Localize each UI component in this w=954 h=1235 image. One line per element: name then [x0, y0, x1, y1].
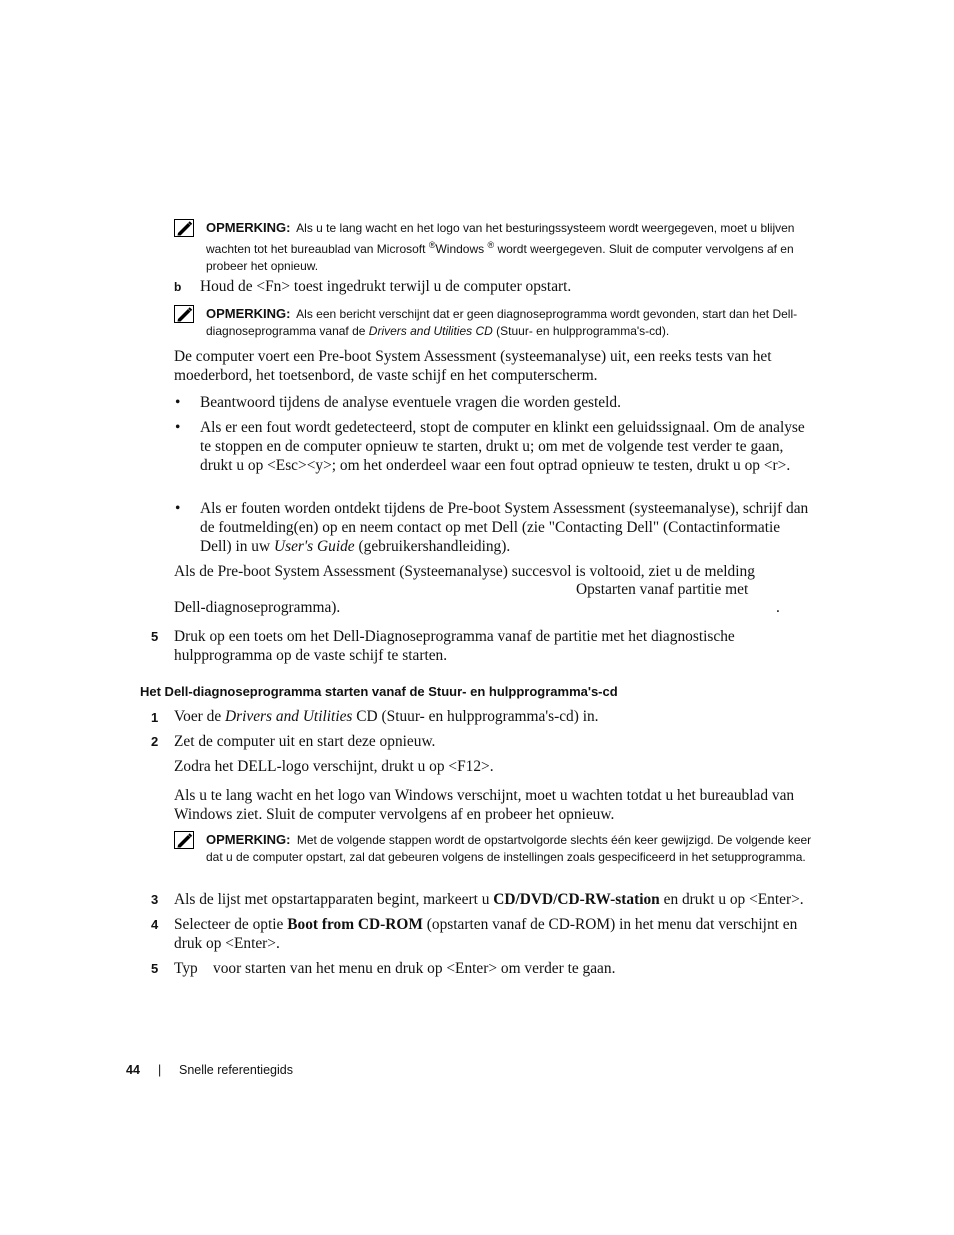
step-number: 4 [151, 917, 159, 932]
bullet-item: Beantwoord tijdens de analyse eventuele vragen die worden gesteld. [200, 394, 621, 411]
step-b-text: Houd de <Fn> toest ingedrukt terwijl u de computer opstart. [200, 278, 572, 295]
step-text: CD (Stuur- en hulpprogramma's-cd) in. [356, 708, 599, 725]
completion-dot: . [776, 599, 780, 616]
step-number: 2 [151, 734, 159, 749]
bullet-text: (gebruikershandleiding). [358, 538, 511, 555]
note-opmerking-2 [174, 305, 814, 340]
note-italic: Drivers and Utilities CD [368, 324, 493, 338]
note-pencil-icon [174, 305, 194, 323]
registered-mark: ® [487, 240, 495, 250]
step-marker-b: b [174, 280, 182, 294]
step-bold: CD/DVD/CD-RW-station [493, 891, 660, 908]
note-text: Als u te lang wacht en het logo van het besturingssysteem wordt weergegeven, moet u blijven wachten tot het bureaublad van Microsoft [206, 221, 795, 256]
completion-line-3: Dell-diagnoseprogramma). [174, 599, 341, 616]
bullet-symbol: • [175, 419, 181, 436]
step-number: 3 [151, 892, 159, 907]
note-pencil-icon [174, 831, 194, 849]
step-text: en drukt u op <Enter>. [663, 891, 804, 908]
bullet-symbol: • [175, 394, 181, 411]
step-2-text: Zet de computer uit en start deze opnieuw. [174, 733, 436, 750]
footer-title: Snelle referentiegids [179, 1063, 293, 1077]
windows-paragraph: Als u te lang wacht en het logo van Windows verschijnt, moet u wachten totdat u het bureaublad van Windows ziet. Sluit de computer vervolgens af en probeer het opnieuw. [174, 787, 795, 823]
note-text: wordt weergegeven. Sluit de computer vervolgens af en probeer het opnieuw. [206, 242, 794, 273]
bullet-italic: User's Guide [273, 538, 355, 555]
dell-logo-instruction: Zodra het DELL-logo verschijnt, drukt u op <F12>. [174, 758, 494, 775]
step-text: Selecteer de optie [174, 916, 284, 933]
bullet-item [200, 499, 814, 556]
step-number: 5 [151, 961, 159, 976]
step-5b-text: voor starten van het menu en druk op <Enter> om verder te gaan. [213, 960, 616, 977]
note-pencil-icon [174, 219, 194, 237]
step-5b-pre: Typ [174, 960, 198, 977]
bullet-symbol: • [175, 500, 181, 517]
step-text: Als de lijst met opstartapparaten begint, markeert u [174, 891, 490, 908]
note-text: Met de volgende stappen wordt de opstartvolgorde slechts één keer gewijzigd. De volgende keer dat u de computer opstart, zal dat gebeuren volgens de instellingen zoals gespecificeerd in het setupprogramma. [206, 833, 812, 864]
step-number: 5 [151, 629, 159, 644]
footer-separator: | [158, 1063, 162, 1077]
step-5-text: Druk op een toets om het Dell-Diagnoseprogramma vanaf de partitie met het diagnostische hulpprogramma op de vaste schijf te starten. [174, 628, 735, 664]
completion-line-1: Als de Pre-boot System Assessment (Systeemanalyse) succesvol is voltooid, ziet u de melding [174, 563, 755, 580]
note-opmerking-3 [174, 831, 814, 866]
note-opmerking-1 [174, 219, 814, 275]
section-heading: Het Dell-diagnoseprogramma starten vanaf de Stuur- en hulpprogramma's-cd [140, 684, 618, 699]
step-3-text [174, 890, 819, 909]
page-number: 44 [126, 1063, 140, 1077]
bullet-item: Als er een fout wordt gedetecteerd, stopt de computer en klinkt een geluidssignaal. Om de analyse te stoppen en de computer opnieuw te starten, drukt u; om met de volgende test verder te gaan, drukt u op <Esc><y>; om het onderdeel waar een fout optrad opnieuw te testen, drukt u op <r>. [200, 419, 805, 474]
step-text: (opstarten vanaf de CD-ROM) in het menu dat verschijnt en druk op <Enter>. [174, 916, 798, 952]
note-label: OPMERKING: [206, 220, 291, 235]
step-4-text [174, 915, 819, 953]
step-italic: Drivers and Utilities [225, 708, 353, 725]
registered-mark: ® [428, 240, 436, 250]
note-label: OPMERKING: [206, 306, 291, 321]
step-bold: Boot from CD-ROM [287, 916, 423, 933]
step-number: 1 [151, 710, 159, 725]
note-text: (Stuur- en hulpprogramma's-cd). [496, 324, 670, 338]
step-text: Voer de [174, 708, 222, 725]
completion-line-2: Opstarten vanaf partitie met [576, 581, 749, 598]
note-text: Als een bericht verschijnt dat er geen diagnoseprogramma wordt gevonden, start dan het Dell-diagnoseprogramma vanaf de [206, 307, 798, 338]
note-label: OPMERKING: [206, 832, 291, 847]
bullet-text: Als er fouten worden ontdekt tijdens de Pre-boot System Assessment (systeemanalyse), schrijf dan de foutmelding(en) op en neem contact op met Dell (zie "Contacting Dell" (Contactinformatie Dell) in uw [200, 500, 809, 555]
note-text: Windows [435, 242, 485, 256]
step-1-text [174, 707, 814, 726]
intro-paragraph: De computer voert een Pre-boot System Assessment (systeemanalyse) uit, een reeks tests van het moederbord, het toetsenbord, de vaste schijf en het computerscherm. [174, 348, 772, 384]
